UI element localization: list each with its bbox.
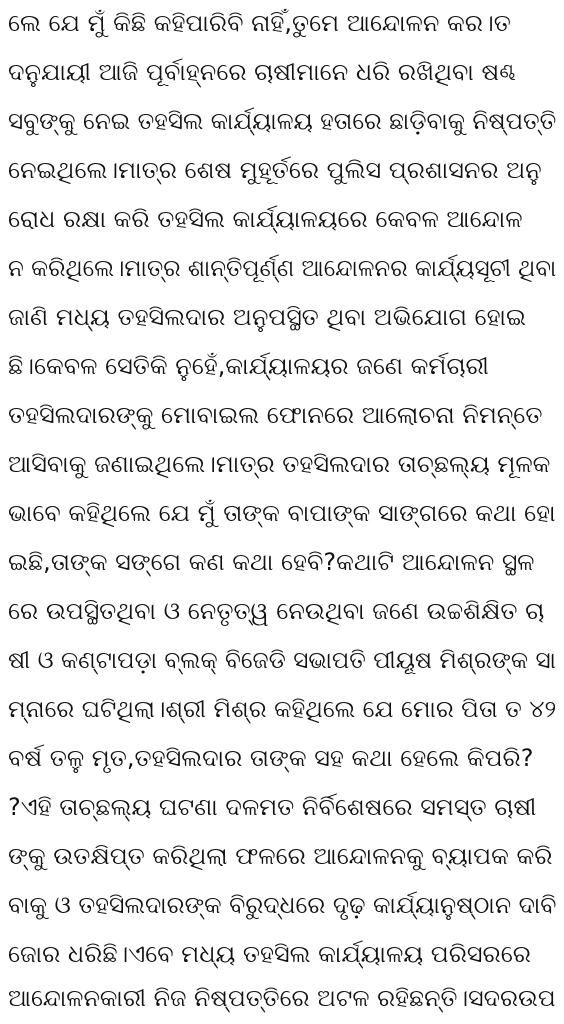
text-line: ଜାଣି ମଧ୍ୟ ତହସିଲଦାର ଅନୁପସ୍ଥିତ ଥିବା ଅଭିଯୋଗ ହୋଇ [8, 303, 526, 331]
text-line: ସବୁଙ୍କୁ ନେଇ ତହସିଲ କାର୍ଯ୍ୟାଳୟ ହତାରେ ଛାଡ଼ିବାକୁ ନିଷ୍ପତ୍ତି [8, 107, 557, 135]
text-line: ଆସିବାକୁ ଜଣାଇଥିଲେ।ମାତ୍ର ତହସିଲଦାର ତାଚ୍ଛଲ୍ୟ ମୂଳକ [8, 450, 551, 478]
text-line: ଙ୍କୁ ଉତକ୍ଷିପ୍ତ କରିଥିଲା ଫଳରେ ଆନ୍ଦୋଳନକୁ ବ୍ୟାପକ କରି [8, 842, 553, 870]
text-line: ରେ ଉପସ୍ଥିତଥିବା ଓ ନେତୃତ୍ୱ ନେଉଥିବା ଜଣେ ଉଚ୍ଚଶିକ୍ଷିତ ଚା [8, 597, 545, 625]
text-line: ଷୀ ଓ କଣ୍ଟାପଡ଼ା ବ୍ଲକ୍ ବିଜେଡି ସଭାପତି ପୀୟୂଷ ମିଶ୍ରଙ୍କ ସା [8, 646, 556, 674]
text-line: ରୋଧ ରକ୍ଷା କରି ତହସିଲ କାର୍ଯ୍ୟାଳୟରେ କେବଳ ଆନ୍ଦୋଳ [8, 205, 523, 233]
text-line: ନେଇଥିଲେ।ମାତ୍ର ଶେଷ ମୁହୂର୍ତରେ ପୁଲିସ ପ୍ରଶାସନର ଅନୁ [8, 156, 542, 184]
text-line: ମ୍ନାରେ ଘଟିଥିଲା।ଶ୍ରୀ ମିଶ୍ର କହିଥିଲେ ଯେ ମୋର ପିତା ତ ୪୨ [8, 695, 557, 723]
text-line: ?ଏହି ତାଚ୍ଛଲ୍ୟ ଘଟଣା ଦଳମତ ନିର୍ବିଶେଷରେ ସମସ୍ତ ଚାଷୀ [8, 793, 537, 821]
text-line: ଆନ୍ଦୋଳନକାରୀ ନିଜ ନିଷ୍ପତ୍ତିରେ ଅଟଳ ରହିଛନ୍ତି।ସଦରଉପ [8, 984, 556, 1012]
text-line: ଇଛି,ତାଙ୍କ ସଙ୍ଗେ କଣ କଥା ହେବି?କଥାଟି ଆନ୍ଦୋଳନ ସ୍ଥଳ [8, 548, 535, 576]
text-line: ଲେ ଯେ ମୁଁ କିଛି କହିପାରିବି ନାହିଁ,ତୁମେ ଆନ୍ଦୋଳନ କର।ତ [8, 9, 511, 37]
text-line: ଦନୁଯାୟୀ ଆଜି ପୂର୍ବାହ୍ନରେ ଚାଷୀମାନେ ଧରି ରଖିଥିବା ଷଣ୍ଢ [8, 58, 516, 86]
text-line: ନ କରିଥିଲେ।ମାତ୍ର ଶାନ୍ତିପୂର୍ଣ୍ଣ ଆନ୍ଦୋଳନର କାର୍ଯ୍ୟସୂଚୀ ଥିବା [8, 254, 557, 282]
text-line: ଜୋର ଧରିଛି।ଏବେ ମଧ୍ୟ ତହସିଲ କାର୍ଯ୍ୟାଳୟ ପରିସରରେ [8, 940, 531, 968]
text-line: ବାକୁ ଓ ତହସିଲଦାରଙ୍କ ବିରୁଦ୍ଧରେ ଦୃଢ଼ କାର୍ଯ୍ୟାନୁଷ୍ଠାନ ଦାବି [8, 891, 557, 919]
text-line: ଛି।କେବଳ ସେତିକି ନୁହେଁ,କାର୍ଯ୍ୟାଳୟର ଜଣେ କର୍ମଚାରୀ [8, 352, 489, 380]
text-line: ତହସିଲଦାରଙ୍କୁ ମୋବାଇଲ ଫୋନରେ ଆଲୋଚନା ନିମନ୍ତେ [8, 401, 543, 429]
text-line: ଭାବେ କହିଥିଲେ ଯେ ମୁଁ ତାଙ୍କ ବାପାଙ୍କ ସାଙ୍ଗରେ କଥା ହୋ [8, 499, 556, 527]
text-line: ବର୍ଷ ତଳୁ ମୃତ,ତହସିଲଦାର ତାଙ୍କ ସହ କଥା ହେଲେ କିପରି? [8, 744, 534, 772]
